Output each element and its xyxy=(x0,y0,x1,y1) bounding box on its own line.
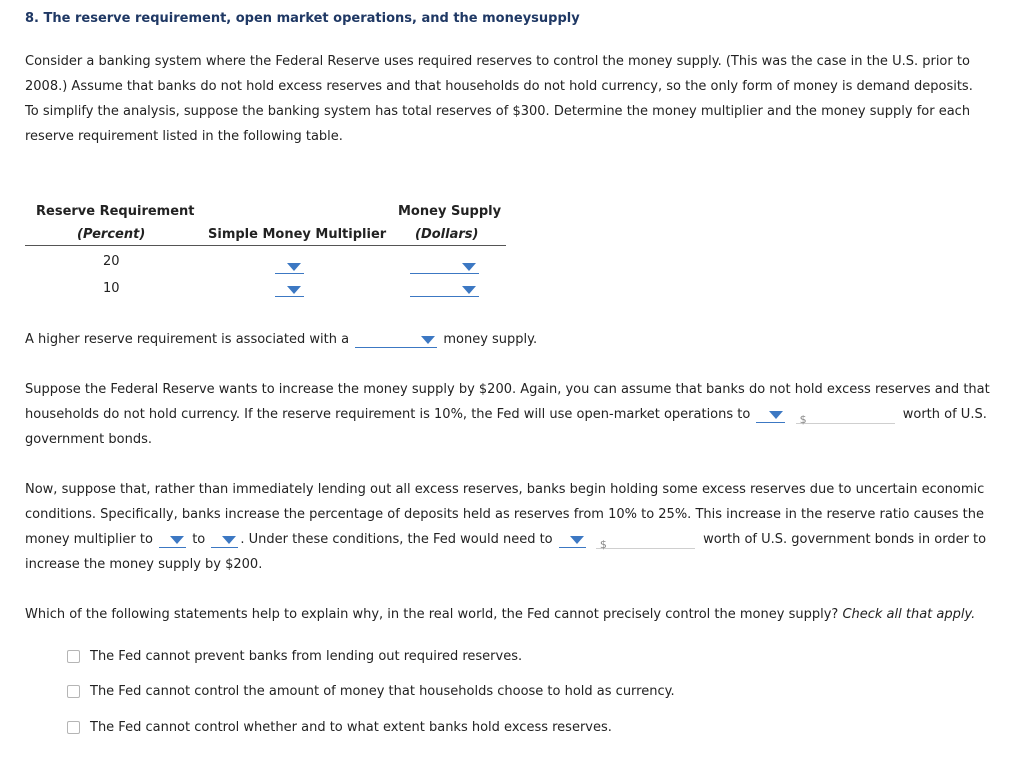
money-supply-direction-dropdown[interactable] xyxy=(355,331,437,348)
checkbox[interactable] xyxy=(67,721,80,734)
open-market-paragraph: Suppose the Federal Reserve wants to increase the money supply by $200. Again, you can assume that banks do not hold excess reserves and that households do not hold currency. If the reserve requirement is 10%, the Fed will use open-market operations to $ worth of U.S. government bonds. xyxy=(25,382,990,447)
money-supply-dropdown-row1[interactable] xyxy=(410,257,479,274)
check-all-question: Which of the following statements help to explain why, in the real world, the Fed cannot precisely control the money supply? Check all that apply. xyxy=(25,607,976,622)
multiplier-dropdown-row1[interactable] xyxy=(275,257,304,274)
buy-sell-dropdown-2[interactable] xyxy=(559,531,586,548)
multiplier-dropdown-row2[interactable] xyxy=(275,280,304,297)
question-title: 8. The reserve requirement, open market operations, and the moneysupply xyxy=(25,11,580,26)
chevron-down-icon xyxy=(462,263,476,271)
reserve-cell-row2: 10 xyxy=(103,281,120,296)
col-reserve-header: Reserve Requirement xyxy=(36,204,195,219)
col-multiplier-header: Simple Money Multiplier xyxy=(208,227,387,242)
excess-reserves-paragraph: Now, suppose that, rather than immediately lending out all excess reserves, banks begin holding some excess reserves due to uncertain economic conditions. Specifically, banks increase the percentage of deposits held as reserves from 10% to 25%. This increase in the reserve ratio causes the money multiplier to to . Under these conditions, the Fed would need to $ worth of U.S. government bonds in order to increase the money supply by $200. xyxy=(25,482,987,572)
option-excess-reserves[interactable] xyxy=(67,720,612,735)
col-money-supply-subheader: (Dollars) xyxy=(415,227,479,242)
chevron-down-icon xyxy=(287,286,301,294)
chevron-down-icon xyxy=(462,286,476,294)
chevron-down-icon xyxy=(570,536,584,544)
option-label: The Fed cannot control the amount of money that households choose to hold as currency. xyxy=(90,684,675,699)
chevron-down-icon xyxy=(769,411,783,419)
option-required-reserves[interactable] xyxy=(67,649,522,664)
buy-sell-dropdown-1[interactable] xyxy=(756,406,785,423)
bond-amount-field-1 xyxy=(796,406,895,424)
bond-amount-input-1[interactable] xyxy=(810,410,895,426)
col-reserve-subheader: (Percent) xyxy=(77,227,146,242)
checkbox[interactable] xyxy=(67,685,80,698)
table-header-rule xyxy=(25,245,506,246)
chevron-down-icon xyxy=(222,536,236,544)
intro-paragraph: Consider a banking system where the Federal Reserve uses required reserves to control the money supply. (This was the case in the U.S. prior to 2008.) Assume that banks do not hold excess reserves and that households do not hold currency, so the only form of money is demand deposits. To simplify the analysis, suppose the banking system has total reserves of $300. Determine the money multiplier and the money supply for each reserve requirement listed in the following table. xyxy=(25,54,973,144)
option-household-currency[interactable] xyxy=(67,684,675,699)
dollar-sign: $ xyxy=(599,537,607,551)
chevron-down-icon xyxy=(287,263,301,271)
option-label: The Fed cannot control whether and to what extent banks hold excess reserves. xyxy=(90,720,612,735)
checkbox[interactable] xyxy=(67,650,80,663)
option-label: The Fed cannot prevent banks from lending out required reserves. xyxy=(90,649,523,664)
multiplier-from-dropdown[interactable] xyxy=(159,531,186,548)
bond-amount-input-2[interactable] xyxy=(610,535,695,551)
higher-requirement-sentence: A higher reserve requirement is associated with a money supply. xyxy=(25,332,538,347)
chevron-down-icon xyxy=(421,336,435,344)
check-all-instruction: Check all that apply. xyxy=(842,607,976,622)
col-money-supply-header: Money Supply xyxy=(398,204,502,219)
dollar-sign: $ xyxy=(799,412,807,426)
bond-amount-field-2 xyxy=(596,531,695,549)
money-supply-dropdown-row2[interactable] xyxy=(410,280,479,297)
multiplier-to-dropdown[interactable] xyxy=(211,531,238,548)
reserve-cell-row1: 20 xyxy=(103,254,120,269)
chevron-down-icon xyxy=(170,536,184,544)
